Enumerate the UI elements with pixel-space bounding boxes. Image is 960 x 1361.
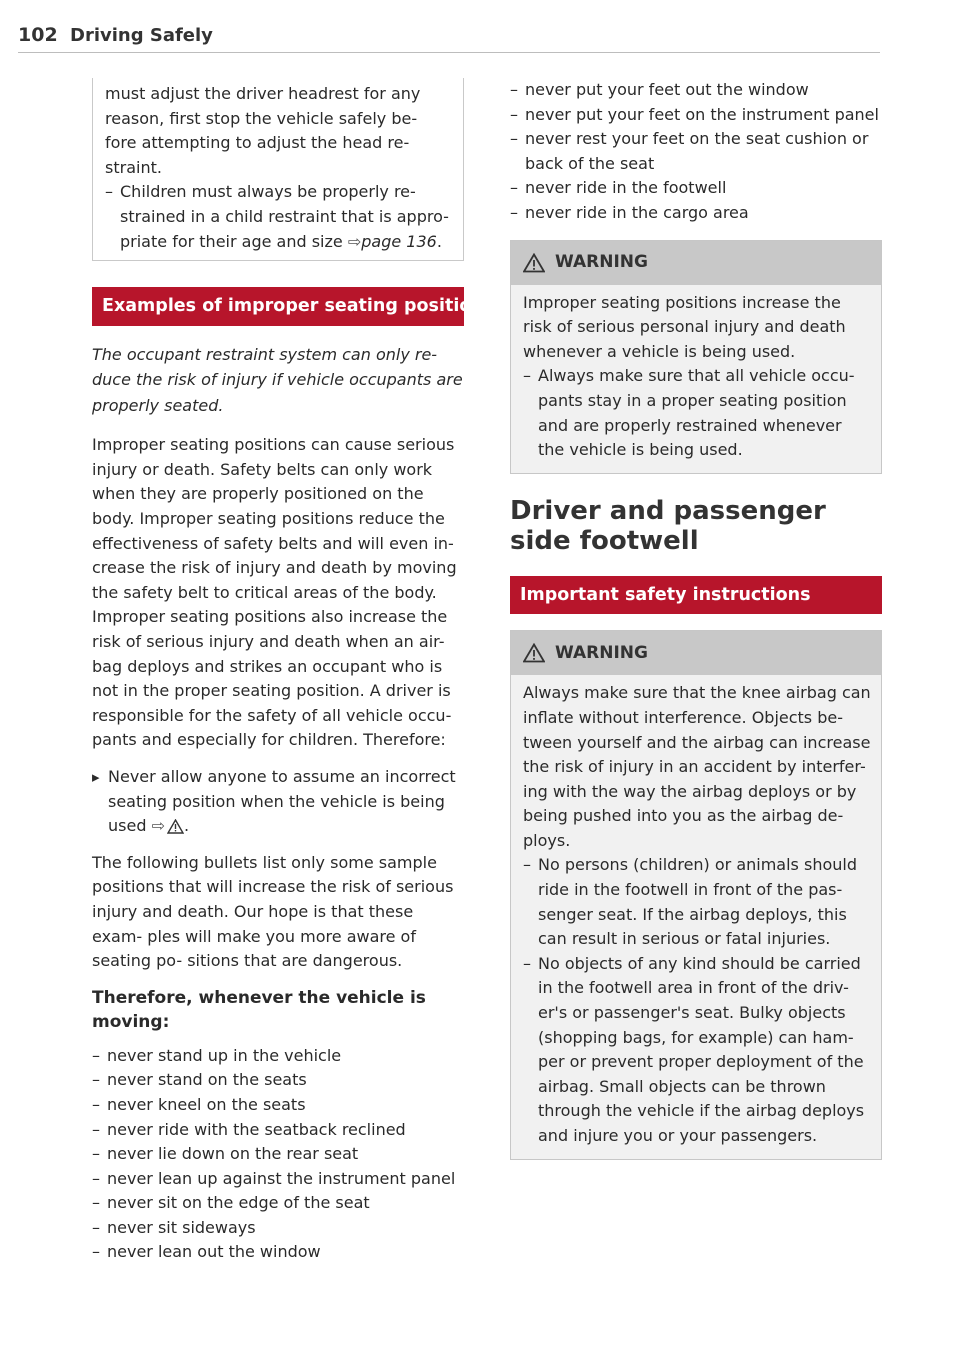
continued-line: reason, first stop the vehicle safely be- (105, 108, 418, 128)
warning-triangle-icon[interactable] (167, 819, 184, 834)
warning-title: WARNING (555, 643, 648, 664)
warning-body (511, 675, 881, 1158)
list-item: – never ride in the cargo area (510, 201, 882, 226)
page-number: 102 (18, 24, 58, 46)
warning-box-knee-airbag (510, 630, 882, 1159)
warning-triangle-icon (523, 253, 545, 273)
list-item: – never stand up in the vehicle (92, 1044, 464, 1069)
moving-heading: Therefore, whenever the vehicle is moving: (92, 987, 426, 1032)
running-section-title: Driving Safely (70, 25, 213, 46)
warning-title: WARNING (555, 252, 648, 273)
action-item: ▸ Never allow anyone to assume an incorrect seating position when the vehicle is being used ⇨ . (92, 765, 464, 839)
warning-item: – Always make sure that all vehicle occu- pants stay in a proper seating position and are properly restrained whenever the vehicle is being used. (523, 364, 871, 462)
warning-text: Always make sure that the knee airbag can inflate without interference. Objects be- tween yourself and the airbag can increase the risk of injury in an accident by interfer- ing with the way the airbag deploys or by being pushed into you as the airbag de- ploys. (523, 683, 871, 850)
list-item: – never stand on the seats (92, 1068, 464, 1093)
following-paragraph: The following bullets list only some sample positions that will increase the risk of serious injury and death. Our hope is that these exam- ples will make you more aware of seating po- sitions that are dangerous. (92, 852, 454, 971)
warning-item: – No persons (children) or animals should ride in the footwell in front of the pas- senger seat. If the airbag deploys, this can result in serious or fatal injuries. (523, 853, 871, 951)
page-reference-link[interactable]: page 136 (361, 231, 437, 251)
section-title-improper-seating: Examples of improper seating positions (92, 287, 464, 326)
chapter-heading-line: Driver and passenger (510, 495, 826, 526)
moving-list (92, 1044, 464, 1265)
chapter-heading (510, 496, 882, 556)
list-item: – never put your feet on the instrument panel (510, 103, 882, 128)
chapter-heading-line: side footwell (510, 525, 699, 556)
warning-box-seating (510, 240, 882, 474)
moving-list-continued (510, 78, 882, 226)
continued-line: must adjust the driver headrest for any (105, 84, 421, 103)
reference-arrow-icon: ⇨ (151, 816, 165, 836)
list-item: – never sit on the edge of the seat (92, 1191, 464, 1216)
list-item: – never ride with the seatback reclined (92, 1118, 464, 1143)
list-item: – never lean up against the instrument panel (92, 1167, 464, 1192)
continued-warning-box (92, 78, 464, 261)
list-item: – never kneel on the seats (92, 1093, 464, 1118)
children-restraint-item: – Children must always be properly re- strained in a child restraint that is appro- priate for their age and size ⇨page 136. (105, 180, 453, 254)
warning-text: Improper seating positions increase the risk of serious personal injury and death whenever a vehicle is being used. (523, 292, 846, 361)
continued-line: fore attempting to adjust the head re- (105, 133, 410, 153)
intro-text: The occupant restraint system can only re- duce the risk of injury if vehicle occupants are properly seated. (92, 344, 463, 415)
continued-line: straint. (105, 157, 162, 177)
list-item: – never rest your feet on the seat cushion or back of the seat (510, 127, 882, 176)
warning-header (511, 241, 881, 285)
warning-triangle-icon (523, 643, 545, 663)
warning-header (511, 631, 881, 675)
warning-body (511, 285, 881, 473)
page-header (18, 22, 880, 53)
right-column (510, 78, 882, 1182)
left-column (92, 78, 495, 1279)
list-item: – never sit sideways (92, 1216, 464, 1241)
list-item: – never lie down on the rear seat (92, 1142, 464, 1167)
reference-arrow-icon: ⇨ (347, 231, 362, 251)
list-item: – never lean out the window (92, 1240, 464, 1265)
body-paragraph: Improper seating positions can cause serious injury or death. Safety belts can only work when they are properly positioned on the body. Improper seating positions reduce the effectiveness of safety belts and will even in- crease the risk of injury and death by moving the safety belt to critical areas of the body. Improper seating positions also increase the risk of serious injury and death when an air- bag deploys and strikes an occupant who is not in the proper seating position. A driver is responsible for the safety of all vehicle occu- pants and especially for children. Therefore: (92, 435, 457, 750)
section-title-safety-instructions: Important safety instructions (510, 576, 882, 615)
warning-item: – No objects of any kind should be carried in the footwell area in front of the driv- er's or passenger's seat. Bulky objects (shopping bags, for example) can ham- per or prevent proper deployment of the airbag. Small objects can be thrown through the vehicle if the airbag deploys and injure you or your passengers. (523, 952, 871, 1149)
list-item: – never ride in the footwell (510, 176, 882, 201)
list-item: – never put your feet out the window (510, 78, 882, 103)
